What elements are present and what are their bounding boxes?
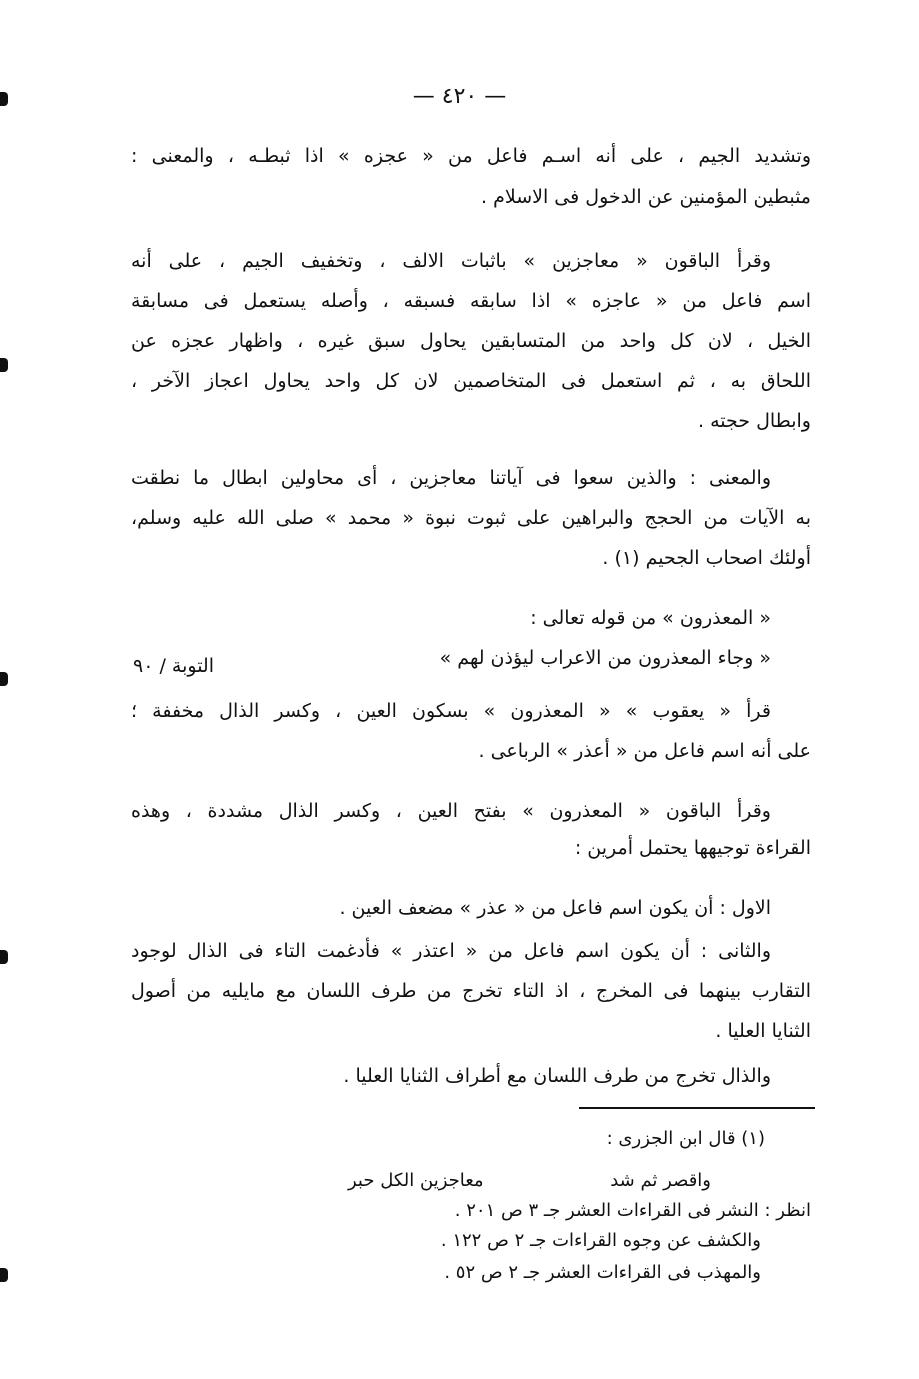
footnote-verse-right: واقصر ثم شد [610,1170,711,1191]
text-line: والمعنى : والذين سعوا فى آياتنا معاجزين ، أى محاولين ابطال ما نطقت [131,467,771,489]
text-line: والثانى : أن يكون اسم فاعل من « اعتذر » فأدغمت التاء فى الذال لوجود [131,940,771,962]
quote-reference: التوبة / ٩٠ [133,655,214,677]
text-line: مثبطين المؤمنين عن الدخول فى الاسلام . [481,186,811,208]
text-line: اللحاق به ، ثم استعمل فى المتخاصمين لان كل واحد يحاول اعجاز الآخر ، [131,370,811,392]
footnote-verse-left: معاجزين الكل حبر [348,1170,484,1191]
footnote-intro: (١) قال ابن الجزرى : [606,1128,765,1149]
text-line: الاول : أن يكون اسم فاعل من « عذر » مضعف العين . [339,897,771,919]
text-line: وابطال حجته . [698,410,811,432]
quote-verse: « وجاء المعذرون من الاعراب ليؤذن لهم » [439,647,771,669]
text-line: أولئك اصحاب الجحيم (١) . [602,547,811,569]
text-line: القراءة توجيهها يحتمل أمرين : [574,837,811,859]
text-line: الخيل ، لان كل واحد من المتسابقين يحاول سبق غيره ، واظهار عجزه عن [131,330,811,352]
text-line: وقرأ الباقون « معاجزين » باثبات الالف ، وتخفيف الجيم ، على أنه [131,250,771,272]
binding-mark [0,358,8,372]
footnote-reference: والكشف عن وجوه القراءات جـ ٢ ص ١٢٢ . [440,1230,761,1251]
binding-mark [0,92,8,106]
quote-intro: « المعذرون » من قوله تعالى : [530,607,771,629]
page-number: — ٤٢٠ — [412,84,507,109]
text-line: وقرأ الباقون « المعذرون » بفتح العين ، وكسر الذال مشددة ، وهذه [131,800,771,822]
text-line: قرأ « يعقوب » « المعذرون » بسكون العين ، وكسر الذال مخففة ؛ [131,700,771,722]
text-line: اسم فاعل من « عاجزه » اذا سابقه فسبقه ، وأصله يستعمل فى مسابقة [131,290,811,312]
footnote-reference: والمهذب فى القراءات العشر جـ ٢ ص ٥٢ . [444,1262,761,1283]
text-line: به الآيات من الحجج والبراهين على ثبوت نبوة « محمد » صلى الله عليه وسلم، [131,507,811,529]
footnote-reference: انظر : النشر فى القراءات العشر جـ ٣ ص ٢٠١ . [454,1200,811,1221]
binding-mark [0,950,8,964]
text-line: الثنايا العليا . [715,1020,811,1042]
text-line: على أنه اسم فاعل من « أعذر » الرباعى . [478,740,811,762]
binding-mark [0,672,8,686]
footnote-divider [579,1107,815,1109]
binding-mark [0,1268,8,1282]
text-line: التقارب بينهما فى المخرج ، اذ التاء تخرج من طرف اللسان مع مايليه من أصول [131,980,811,1002]
text-line: والذال تخرج من طرف اللسان مع أطراف الثنايا العليا . [343,1065,771,1087]
text-line: وتشديد الجيم ، على أنه اسـم فاعل من « عجزه » اذا ثبطـه ، والمعنى : [131,145,811,167]
